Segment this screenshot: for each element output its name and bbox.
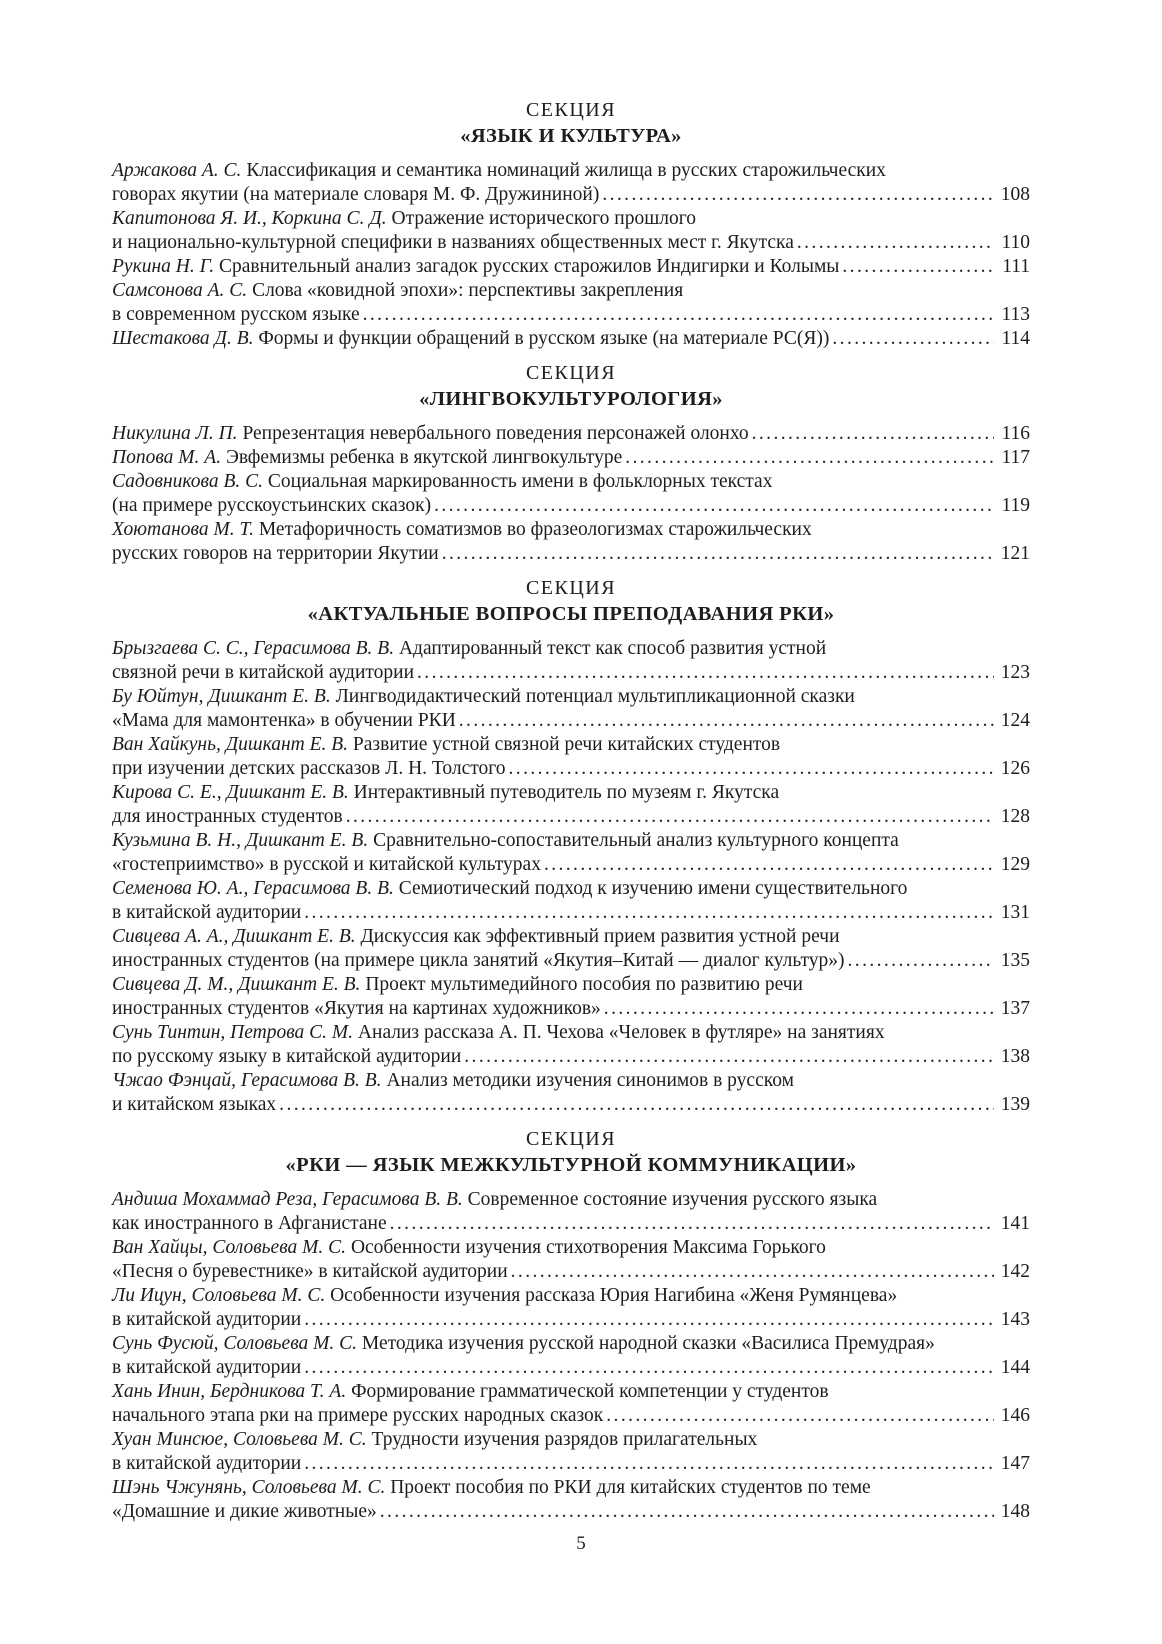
section-label: СЕКЦИЯ (525, 1128, 617, 1150)
toc-entry (112, 1236, 1030, 1284)
entry-page-number: 141 (1000, 1213, 1030, 1234)
entry-title-text: в китайской аудитории (112, 1453, 302, 1474)
entry-title-text: в китайской аудитории (112, 902, 302, 923)
entry-title-text: Брызгаева С. С., Герасимова В. В. Адаптированный текст как способ развития устной (112, 638, 827, 659)
entry-title-text: Аржакова А. С. Классификация и семантика номинаций жилища в русских старожильческих (112, 160, 886, 181)
toc-entry (112, 829, 1030, 877)
entry-title-text: Чжао Фэнцай, Герасимова В. В. Анализ методики изучения синонимов в русском (112, 1070, 794, 1091)
entry-title-text: (на примере русскоустьинских сказок) (112, 495, 432, 516)
toc-entry (112, 1380, 1030, 1428)
entry-title-text: и китайском языках (112, 1094, 277, 1115)
dot-leader (434, 494, 994, 518)
entry-title-text: «Мама для мамонтенка» в обучении РКИ (112, 710, 456, 731)
entry-authors: Сивцева Д. М., Дишкант Е. В. (112, 974, 366, 995)
section-header (112, 575, 1030, 627)
entry-title-text: иностранных студентов «Якутия на картинах художников» (112, 998, 601, 1019)
entry-title-text: «гостеприимство» в русской и китайской культурах (112, 854, 541, 875)
toc-entry (112, 327, 1030, 351)
entry-page-number: 126 (1000, 758, 1030, 779)
toc-entry-line (112, 925, 1030, 949)
toc-section (112, 97, 1030, 351)
toc-entry-line (112, 1404, 1030, 1428)
toc-entry (112, 255, 1030, 279)
dot-leader (390, 1212, 994, 1236)
entry-authors: Хань Инин, Бердникова Т. А. (112, 1381, 352, 1402)
entry-title-text: Андиша Мохаммад Реза, Герасимова В. В. Современное состояние изучения русского языка (112, 1189, 878, 1210)
toc-entry-line (112, 255, 1030, 279)
toc-entry-line (112, 997, 1030, 1021)
dot-leader (363, 303, 995, 327)
entry-title-text: Самсонова А. С. Слова «ковидной эпохи»: перспективы закрепления (112, 280, 684, 301)
entry-title-text: Кузьмина В. Н., Дишкант Е. В. Сравнительно-сопоставительный анализ культурного концепта (112, 830, 899, 851)
entry-page-number: 116 (1001, 423, 1030, 444)
toc-entry-line (112, 1476, 1030, 1500)
entry-authors: Самсонова А. С. (112, 280, 253, 301)
entry-page-number: 119 (1001, 495, 1030, 516)
entry-authors: Рукина Н. Г. (112, 256, 219, 277)
entry-title-text: Хуан Минсюе, Соловьева М. С. Трудности изучения разрядов прилагательных (112, 1429, 758, 1450)
entry-authors: Ван Хайкунь, Дишкант Е. В. (112, 734, 353, 755)
entry-title-text: говорах якутии (на материале словаря М. Ф. Дружининой) (112, 184, 600, 205)
toc-entry-line (112, 1260, 1030, 1284)
section-header (112, 1126, 1030, 1178)
entry-page-number: 110 (1001, 232, 1030, 253)
entry-title-text: «Домашние и дикие животные» (112, 1501, 377, 1522)
entry-authors: Сунь Фусюй, Соловьева М. С. (112, 1333, 362, 1354)
toc-entry-line (112, 303, 1030, 327)
entry-page-number: 137 (1000, 998, 1030, 1019)
toc-entry-line (112, 327, 1030, 351)
toc-entry-line (112, 1045, 1030, 1069)
dot-leader (625, 446, 994, 470)
entry-authors: Сунь Тинтин, Петрова С. М. (112, 1022, 358, 1043)
toc-entry (112, 973, 1030, 1021)
entry-title-text: Кирова С. Е., Дишкант Е. В. Интерактивный путеводитель по музеям г. Якутска (112, 782, 780, 803)
dot-leader (509, 757, 994, 781)
entry-authors: Шестакова Д. В. (112, 328, 259, 349)
entry-page-number: 108 (1000, 184, 1030, 205)
entry-title-text: Шестакова Д. В. Формы и функции обращений в русском языке (на материале РС(Я)) (112, 328, 830, 349)
toc-entry-line (112, 1452, 1030, 1476)
dot-leader (797, 231, 995, 255)
entry-authors: Капитонова Я. И., Коркина С. Д. (112, 208, 392, 229)
toc-entry (112, 781, 1030, 829)
toc-entry-line (112, 1188, 1030, 1212)
toc-entry-line (112, 637, 1030, 661)
entry-page-number: 131 (1000, 902, 1030, 923)
entry-title-text: Бу Юйтун, Дишкант Е. В. Лингводидактический потенциал мультипликационной сказки (112, 686, 855, 707)
entry-page-number: 123 (1000, 662, 1030, 683)
section-label: СЕКЦИЯ (525, 577, 617, 599)
section-label: СЕКЦИЯ (525, 362, 617, 384)
section-entries (112, 637, 1030, 1117)
entry-authors: Ван Хайцы, Соловьева М. С. (112, 1237, 351, 1258)
dot-leader (511, 1260, 994, 1284)
dot-leader (279, 1093, 994, 1117)
entry-title-text: Сивцева Д. М., Дишкант Е. В. Проект мультимедийного пособия по развитию речи (112, 974, 803, 995)
entry-title-text: в современном русском языке (112, 304, 360, 325)
toc-entry (112, 279, 1030, 327)
toc-entry (112, 733, 1030, 781)
entry-page-number: 142 (1000, 1261, 1030, 1282)
section-entries (112, 1188, 1030, 1524)
entry-title-text: Хань Инин, Бердникова Т. А. Формирование грамматической компетенции у студентов (112, 1381, 829, 1402)
entry-title-text: Ли Ицун, Соловьева М. С. Особенности изучения рассказа Юрия Нагибина «Женя Румянцева» (112, 1285, 898, 1306)
toc-entry-line (112, 733, 1030, 757)
toc-entry-line (112, 1356, 1030, 1380)
entry-authors: Брызгаева С. С., Герасимова В. В. (112, 638, 399, 659)
entry-page-number: 139 (1000, 1094, 1030, 1115)
toc-entry-line (112, 973, 1030, 997)
section-entries (112, 159, 1030, 351)
section-entries (112, 422, 1030, 566)
section-title: «РКИ — ЯЗЫК МЕЖКУЛЬТУРНОЙ КОММУНИКАЦИИ» (285, 1154, 857, 1176)
toc-entry-line (112, 1093, 1030, 1117)
dot-leader (304, 1452, 994, 1476)
toc-entry-line (112, 1284, 1030, 1308)
entry-page-number: 114 (1001, 328, 1030, 349)
entry-title-text: Ван Хайкунь, Дишкант Е. В. Развитие устной связной речи китайских студентов (112, 734, 781, 755)
toc-entry-line (112, 231, 1030, 255)
entry-page-number: 144 (1000, 1357, 1030, 1378)
toc-entry (112, 685, 1030, 733)
entry-title-text: Никулина Л. П. Репрезентация невербального поведения персонажей олонхо (112, 423, 749, 444)
toc-entry-line (112, 183, 1030, 207)
entry-page-number: 129 (1000, 854, 1030, 875)
toc-entry-line (112, 901, 1030, 925)
entry-page-number: 135 (1000, 950, 1030, 971)
entry-title-text: Сивцева А. А., Дишкант Е. В. Дискуссия как эффективный прием развития устной речи (112, 926, 840, 947)
toc-entry-line (112, 1380, 1030, 1404)
entry-authors: Хуан Минсюе, Соловьева М. С. (112, 1429, 372, 1450)
entry-authors: Попова М. А. (112, 447, 226, 468)
toc-entry-line (112, 805, 1030, 829)
toc-entry-line (112, 1069, 1030, 1093)
toc-entry-line (112, 709, 1030, 733)
toc-entry-line (112, 685, 1030, 709)
toc-entry-line (112, 159, 1030, 183)
dot-leader (832, 327, 994, 351)
dot-leader (417, 661, 994, 685)
entry-authors: Шэнь Чжунянь, Соловьева М. С. (112, 1477, 391, 1498)
toc-entry-line (112, 1500, 1030, 1524)
toc-entry (112, 1284, 1030, 1332)
entry-title-text: по русскому языку в китайской аудитории (112, 1046, 462, 1067)
entry-page-number: 148 (1000, 1501, 1030, 1522)
dot-leader (346, 805, 994, 829)
dot-leader (842, 255, 995, 279)
toc-entry-line (112, 781, 1030, 805)
dot-leader (459, 709, 994, 733)
section-label: СЕКЦИЯ (525, 99, 617, 121)
toc-entry (112, 207, 1030, 255)
toc-entry-line (112, 829, 1030, 853)
toc-entry (112, 518, 1030, 566)
entry-title-text: связной речи в китайской аудитории (112, 662, 415, 683)
entry-authors: Кузьмина В. Н., Дишкант Е. В. (112, 830, 374, 851)
entry-authors: Чжао Фэнцай, Герасимова В. В. (112, 1070, 387, 1091)
dot-leader (752, 422, 995, 446)
toc-entry (112, 1476, 1030, 1524)
toc-entry-line (112, 494, 1030, 518)
toc-entry-line (112, 877, 1030, 901)
toc-entry-line (112, 1428, 1030, 1452)
toc-entry (112, 422, 1030, 446)
section-title: «ЯЗЫК И КУЛЬТУРА» (460, 125, 682, 147)
dot-leader (848, 949, 994, 973)
entry-authors: Сивцева А. А., Дишкант Е. В. (112, 926, 361, 947)
toc-section (112, 1126, 1030, 1524)
toc-entry-line (112, 542, 1030, 566)
entry-page-number: 138 (1000, 1046, 1030, 1067)
dot-leader (304, 1356, 994, 1380)
entry-title-text: в китайской аудитории (112, 1309, 302, 1330)
entry-title-text: и национально-культурной специфики в названиях общественных мест г. Якутска (112, 232, 794, 253)
entry-page-number: 111 (1002, 256, 1030, 277)
entry-title-text: Ван Хайцы, Соловьева М. С. Особенности изучения стихотворения Максима Горького (112, 1237, 826, 1258)
toc-entry-line (112, 279, 1030, 303)
toc-entry (112, 637, 1030, 685)
dot-leader (442, 542, 994, 566)
toc-entry-line (112, 949, 1030, 973)
entry-authors: Хоютанова М. Т. (112, 519, 259, 540)
toc-entry-line (112, 757, 1030, 781)
entry-page-number: 147 (1000, 1453, 1030, 1474)
toc-entry-line (112, 1236, 1030, 1260)
toc-entry-line (112, 422, 1030, 446)
toc-entry (112, 1021, 1030, 1069)
toc-entry (112, 1332, 1030, 1380)
entry-title-text: «Песня о буревестнике» в китайской аудитории (112, 1261, 508, 1282)
toc-entry-line (112, 1212, 1030, 1236)
entry-title-text: Сунь Фусюй, Соловьева М. С. Методика изучения русской народной сказки «Василиса Премудрая» (112, 1333, 935, 1354)
entry-authors: Кирова С. Е., Дишкант Е. В. (112, 782, 354, 803)
toc-entry-line (112, 470, 1030, 494)
toc (112, 88, 1030, 1524)
entry-title-text: начального этапа рки на примере русских народных сказок (112, 1405, 604, 1426)
entry-title-text: иностранных студентов (на примере цикла занятий «Якутия–Китай — диалог культур») (112, 950, 845, 971)
dot-leader (304, 1308, 994, 1332)
toc-entry-line (112, 1308, 1030, 1332)
entry-authors: Аржакова А. С. (112, 160, 247, 181)
dot-leader (304, 901, 994, 925)
toc-entry-line (112, 518, 1030, 542)
dot-leader (544, 853, 994, 877)
entry-title-text: Шэнь Чжунянь, Соловьева М. С. Проект пособия по РКИ для китайских студентов по теме (112, 1477, 871, 1498)
entry-title-text: Садовникова В. С. Социальная маркированность имени в фольклорных текстах (112, 471, 773, 492)
entry-title-text: русских говоров на территории Якутии (112, 543, 439, 564)
entry-page-number: 143 (1000, 1309, 1030, 1330)
entry-authors: Семенова Ю. А., Герасимова В. В. (112, 878, 399, 899)
entry-title-text: Сунь Тинтин, Петрова С. М. Анализ рассказа А. П. Чехова «Человек в футляре» на занятиях (112, 1022, 885, 1043)
toc-entry-line (112, 207, 1030, 231)
entry-title-text: Капитонова Я. И., Коркина С. Д. Отражение исторического прошлого (112, 208, 696, 229)
entry-title-text: как иностранного в Афганистане (112, 1213, 387, 1234)
entry-title-text: Попова М. А. Эвфемизмы ребенка в якутской лингвокультуре (112, 447, 623, 468)
dot-leader (606, 1404, 993, 1428)
toc-entry (112, 159, 1030, 207)
dot-leader (464, 1045, 993, 1069)
toc-entry (112, 1428, 1030, 1476)
dot-leader (380, 1500, 994, 1524)
entry-title-text: при изучении детских рассказов Л. Н. Толстого (112, 758, 506, 779)
entry-authors: Садовникова В. С. (112, 471, 268, 492)
toc-entry-line (112, 1332, 1030, 1356)
toc-entry (112, 925, 1030, 973)
entry-authors: Ли Ицун, Соловьева М. С. (112, 1285, 331, 1306)
section-header (112, 360, 1030, 412)
entry-title-text: Хоютанова М. Т. Метафоричность соматизмов во фразеологизмах старожильческих (112, 519, 812, 540)
toc-entry-line (112, 853, 1030, 877)
dot-leader (604, 997, 994, 1021)
toc-entry (112, 1188, 1030, 1236)
entry-page-number: 146 (1000, 1405, 1030, 1426)
entry-authors: Бу Юйтун, Дишкант Е. В. (112, 686, 336, 707)
entry-page-number: 124 (1000, 710, 1030, 731)
entry-page-number: 121 (1000, 543, 1030, 564)
section-header (112, 97, 1030, 149)
toc-entry-line (112, 661, 1030, 685)
toc-section (112, 360, 1030, 566)
entry-page-number: 128 (1000, 806, 1030, 827)
toc-section (112, 575, 1030, 1117)
section-title: «ЛИНГВОКУЛЬТУРОЛОГИЯ» (419, 388, 723, 410)
toc-entry-line (112, 446, 1030, 470)
entry-page-number: 113 (1001, 304, 1030, 325)
dot-leader (602, 183, 993, 207)
entry-authors: Андиша Мохаммад Реза, Герасимова В. В. (112, 1189, 468, 1210)
entry-title-text: в китайской аудитории (112, 1357, 302, 1378)
entry-title-text: Рукина Н. Г. Сравнительный анализ загадок русских старожилов Индигирки и Колымы (112, 256, 840, 277)
page-folio: 5 (576, 1533, 586, 1554)
toc-entry (112, 470, 1030, 518)
toc-entry-line (112, 1021, 1030, 1045)
entry-page-number: 117 (1001, 447, 1030, 468)
toc-entry (112, 877, 1030, 925)
entry-authors: Никулина Л. П. (112, 423, 243, 444)
entry-title-text: Семенова Ю. А., Герасимова В. В. Семиотический подход к изучению имени существительного (112, 878, 908, 899)
section-title: «АКТУАЛЬНЫЕ ВОПРОСЫ ПРЕПОДАВАНИЯ РКИ» (307, 603, 835, 625)
entry-title-text: для иностранных студентов (112, 806, 343, 827)
toc-entry (112, 446, 1030, 470)
toc-entry (112, 1069, 1030, 1117)
